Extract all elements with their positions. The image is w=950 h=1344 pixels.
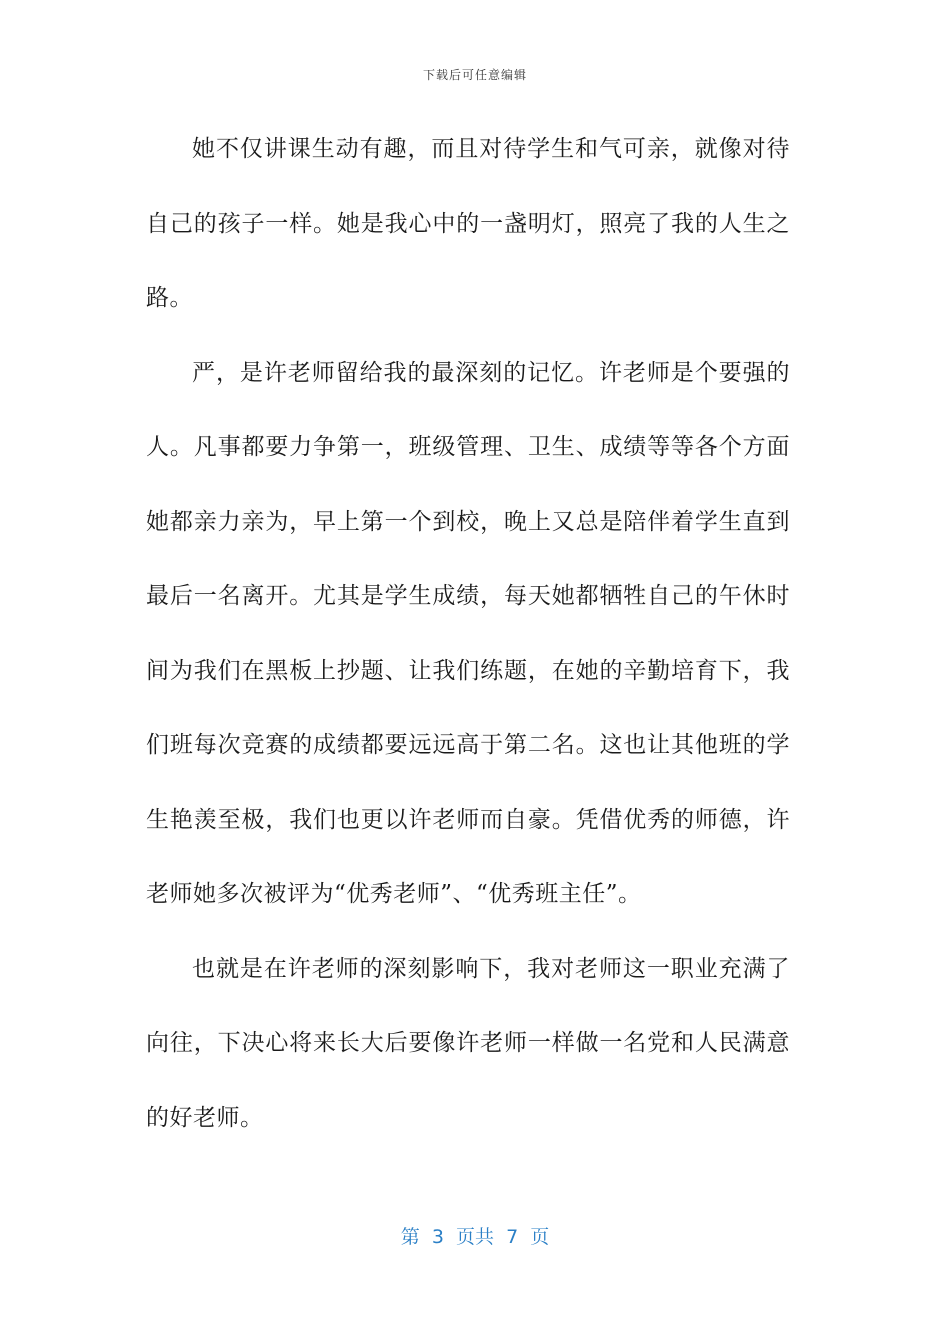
paragraph-1: 她不仅讲课生动有趣，而且对待学生和气可亲，就像对待自己的孩子一样。她是我心中的一盏明灯，照亮了我的人生之路。 (146, 136, 790, 311)
paragraph-3: 也就是在许老师的深刻影响下，我对老师这一职业充满了向往，下决心将来长大后要像许老师一样做一名党和人民满意的好老师。 (146, 955, 790, 1131)
document-body (146, 112, 790, 1155)
paragraph-2: 严，是许老师留给我的最深刻的记忆。许老师是个要强的人。凡事都要力争第一，班级管理、卫生、成绩等等各个方面她都亲力亲为，早上第一个到校，晚上又总是陪伴着学生直到最后一名离开。尤其是学生成绩，每天她都牺牲自己的午休时间为我们在黑板上抄题、让我们练题，在她的辛勤培育下，我们班每次竞赛的成绩都要远远高于第二名。这也让其他班的学生艳羡至极，我们也更以许老师而自豪。凭借优秀的师德，许老师她多次被评为“优秀老师”、“优秀班主任”。 (146, 359, 790, 907)
page-header: 下载后可任意编辑 (422, 68, 527, 82)
page-number-footer: 第 3 页共 7 页 (400, 1226, 550, 1248)
